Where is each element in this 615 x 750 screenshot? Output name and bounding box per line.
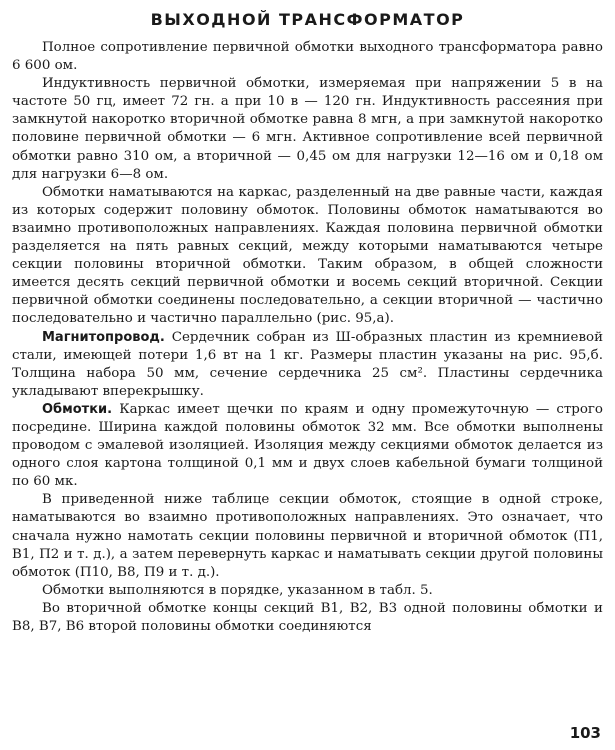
paragraph-winding-layout: Обмотки наматываются на каркас, разделенный на две равные части, каждая из которых содержит половину обмоток. Половины обмоток наматываются во взаимно противоположных направлениях. Каждая половина первичной обмотки разделяется на пять равных секций, между которыми наматываются четыре секции половины вторичной обмотки. Таким образом, в общей сложности имеется десять секций первичной обмотки и восемь секций вторичной. Секции первичной обмотки соединены последовательно, а секции вторичной — частично последовательно и частично параллельно (рис. 95,а).: [12, 184, 603, 327]
body-text: [12, 39, 603, 636]
paragraph-order: Обмотки выполняются в порядке, указанном в табл. 5.: [42, 582, 433, 598]
runin-heading-core: Магнитопровод.: [42, 329, 165, 345]
paragraph-core: Магнитопровод. Сердечник собран из Ш-образных пластин из кремниевой стали, имеющей потери 1,6 вт на 1 кг. Размеры пластин указаны на рис. 95,б. Толщина набора 50 мм, сечение сердечника 25 см². Пластины сердечника укладывают вперекрышку.: [12, 329, 603, 399]
page-number: 103: [569, 724, 601, 742]
runin-heading-windings: Обмотки.: [42, 401, 113, 417]
paragraph-secondary: Во вторичной обмотке концы секций В1, В2, В3 одной половины обмотки и В8, В7, В6 второй половины обмотки соединяются: [12, 600, 603, 634]
paragraph-inductance: Индуктивность первичной обмотки, измеряемая при напряжении 5 в на частоте 50 гц, имеет 72 гн. а при 10 в — 120 гн. Индуктивность рассеяния при замкнутой накоротко вторичной обмотке равна 8 мгн, а при замкнутой накоротко половине первичной обмотки — 6 мгн. Активное сопротивление всей первичной обмотки равно 310 ом, а вторичной — 0,45 ом для нагрузки 12—16 ом и 0,18 ом для нагрузки 6—8 ом.: [12, 76, 603, 182]
paragraph-table-note: В приведенной ниже таблице секции обмоток, стоящие в одной строке, наматываются во взаимно противоположных направлениях. Это означает, что сначала нужно намотать секции половины первичной и вторичной обмоток (П1, В1, П2 и т. д.), а затем перевернуть каркас и наматывать секции другой половины обмоток (П10, В8, П9 и т. д.).: [12, 492, 603, 580]
paragraph-windings: Обмотки. Каркас имеет щечки по краям и одну промежуточную — строго посредине. Ширина каждой половины обмоток 32 мм. Все обмотки выполнены проводом с эмалевой изоляцией. Изоляция между секциями обмоток делается из одного слоя картона толщиной 0,1 мм и двух слоев кабельной бумаги толщиной по 60 мк.: [12, 401, 603, 490]
paragraph-impedance: Полное сопротивление первичной обмотки выходного трансформатора равно 6 600 ом.: [12, 40, 603, 74]
page-title: ВЫХОДНОЙ ТРАНСФОРМАТОР: [150, 10, 465, 29]
